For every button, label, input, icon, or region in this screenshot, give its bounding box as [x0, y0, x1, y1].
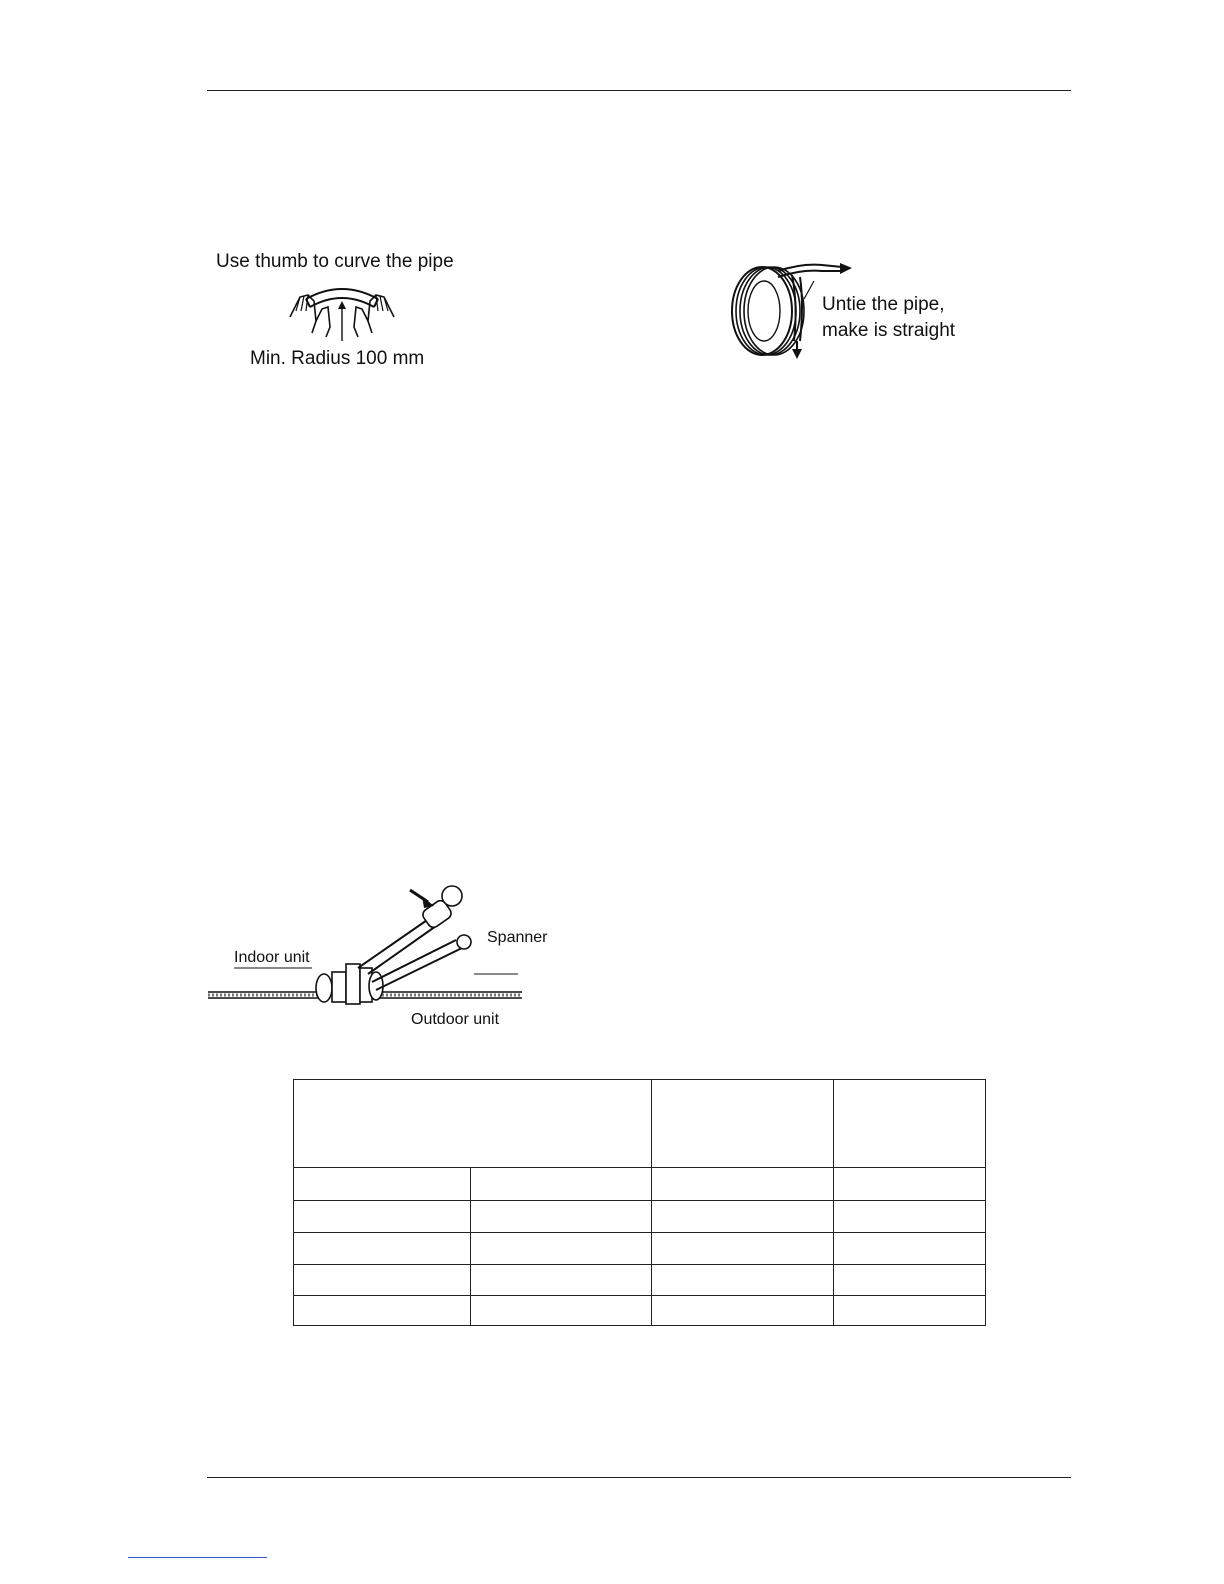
footnote-link-underline[interactable] [128, 1557, 267, 1558]
table-cell [652, 1168, 834, 1201]
table-cell [652, 1201, 834, 1233]
table-cell [471, 1201, 652, 1233]
table-header-row [294, 1080, 986, 1168]
table-header-cell [294, 1080, 652, 1168]
table-cell [294, 1233, 471, 1265]
table-row [294, 1296, 986, 1326]
outdoor-unit-label: Outdoor unit [411, 1011, 500, 1028]
footer-rule [207, 1477, 1071, 1478]
header-rule [207, 90, 1071, 91]
table-row [294, 1201, 986, 1233]
table-row [294, 1265, 986, 1296]
table-cell [294, 1296, 471, 1326]
table-cell [834, 1168, 986, 1201]
table-cell [652, 1296, 834, 1326]
table-cell [652, 1233, 834, 1265]
hands-bending-pipe-illustration [286, 281, 398, 345]
table-row [294, 1233, 986, 1265]
untie-pipe-caption-line2: make is straight [822, 320, 956, 341]
table-cell [834, 1265, 986, 1296]
torque-table [293, 1079, 986, 1326]
table-cell [471, 1296, 652, 1326]
table-cell [471, 1168, 652, 1201]
table-cell [294, 1265, 471, 1296]
table-header-cell [652, 1080, 834, 1168]
bend-pipe-bottom-caption: Min. Radius 100 mm [250, 348, 425, 369]
indoor-unit-label: Indoor unit [234, 949, 310, 966]
table-cell [834, 1296, 986, 1326]
table-row [294, 1168, 986, 1201]
table-cell [294, 1168, 471, 1201]
table-header-cell [834, 1080, 986, 1168]
spanner-label: Spanner [487, 929, 548, 946]
table-cell [294, 1201, 471, 1233]
table-cell [471, 1233, 652, 1265]
table-cell [834, 1233, 986, 1265]
table-cell [652, 1265, 834, 1296]
untie-pipe-caption-line1: Untie the pipe, [822, 294, 945, 315]
bend-pipe-top-caption: Use thumb to curve the pipe [216, 251, 454, 272]
table-cell [834, 1201, 986, 1233]
table-cell [471, 1265, 652, 1296]
